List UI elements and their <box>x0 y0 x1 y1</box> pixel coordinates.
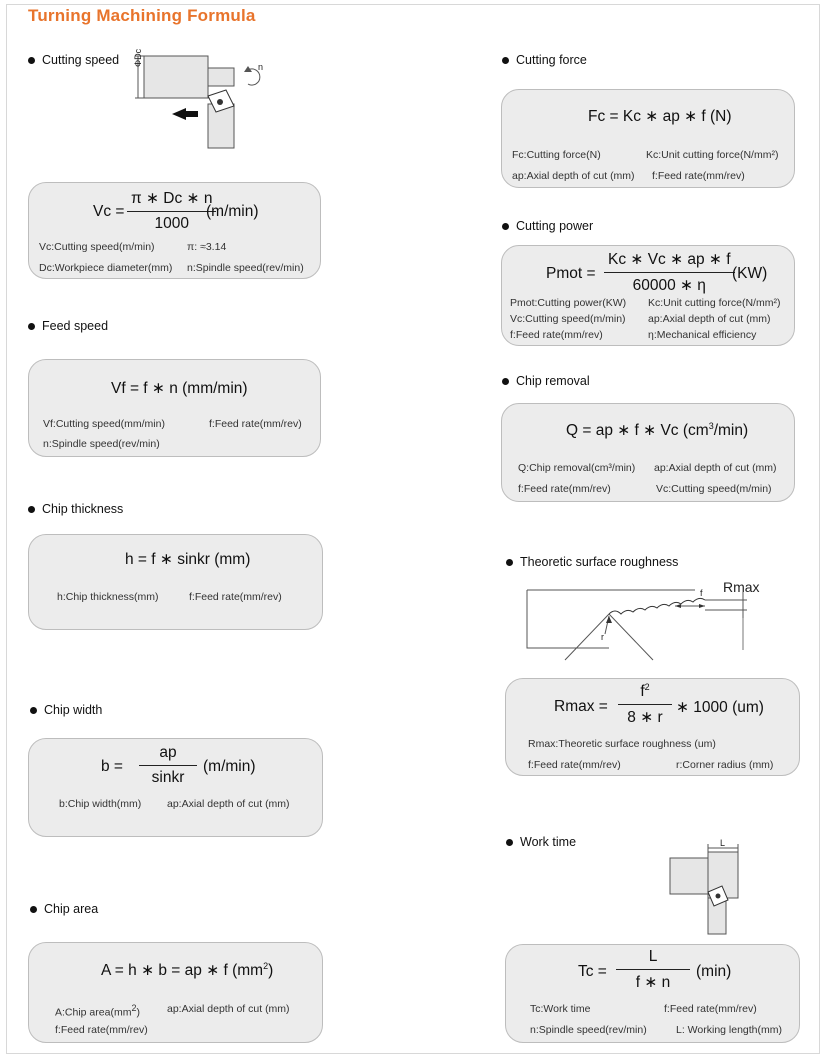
formula-fraction <box>127 189 216 233</box>
l-label: L <box>720 838 726 848</box>
formula: Fc = Kc ∗ ap ∗ f (N) <box>588 108 732 125</box>
note: ap:Axial depth of cut (mm) <box>648 313 771 325</box>
note: f:Feed rate(mm/rev) <box>652 170 745 182</box>
note: ap:Axial depth of cut (mm) <box>512 170 635 182</box>
note: ap:Axial depth of cut (mm) <box>167 798 290 810</box>
formula-fraction <box>139 744 197 787</box>
dc-label: ΦDc <box>133 48 143 67</box>
note: b:Chip width(mm) <box>59 798 142 810</box>
formula-lhs: Pmot = <box>546 265 596 282</box>
note: ap:Axial depth of cut (mm) <box>654 462 777 474</box>
note: η:Mechanical efficiency <box>648 329 757 341</box>
formula-unit: (m/min) <box>203 758 256 775</box>
card-chip-width <box>28 738 323 837</box>
note: Vf:Cutting speed(mm/min) <box>43 418 165 430</box>
formula-lhs: Tc = <box>578 963 607 980</box>
formula: Q = ap ∗ f ∗ Vc $(cm^3/\min)$ <box>566 421 749 440</box>
card-surface-roughness <box>505 678 800 776</box>
r-label: r <box>601 632 604 642</box>
formula-unit: (m/min) <box>206 203 259 220</box>
heading-surface-roughness: Theoretic surface roughness <box>506 555 678 569</box>
note: Fc:Cutting force(N) <box>512 149 601 161</box>
formula: h = f ∗ sinkr (mm) <box>125 551 251 568</box>
denominator: 1000 <box>154 215 189 232</box>
note: f:Feed rate(mm/rev) <box>528 759 621 771</box>
bullet-icon <box>502 378 509 385</box>
card-feed-speed <box>28 359 321 457</box>
note: Vc:Cutting speed(m/min) <box>39 241 155 253</box>
note: L: Working length(mm) <box>676 1024 783 1036</box>
note: Dc:Workpiece diameter(mm) <box>39 262 173 274</box>
note: π: ≈3.14 <box>187 241 227 253</box>
formula-fraction <box>616 948 690 992</box>
formula: A = h ∗ b = ap ∗ f $(mm^2)$ <box>101 961 274 980</box>
card-chip-removal <box>501 403 795 502</box>
note: Pmot:Cutting power(KW) <box>510 297 627 309</box>
note: Rmax:Theoretic surface roughness (um) <box>528 738 716 750</box>
note: f:Feed rate(mm/rev) <box>189 591 282 603</box>
note: n:Spindle speed(rev/min) <box>530 1024 647 1036</box>
bullet-icon <box>28 57 35 64</box>
bullet-icon <box>502 223 509 230</box>
card-chip-area <box>28 942 323 1043</box>
note: h:Chip thickness(mm) <box>57 591 159 603</box>
denominator: 8 ∗ r <box>627 709 663 727</box>
note: f:Feed rate(mm/rev) <box>518 483 611 495</box>
bullet-icon <box>28 323 35 330</box>
bullet-icon <box>502 57 509 64</box>
formula-lhs: b = <box>101 758 123 775</box>
note: r:Corner radius (mm) <box>676 759 774 771</box>
numerator: L <box>648 948 658 965</box>
note: Vc:Cutting speed(m/min) <box>656 483 772 495</box>
heading-work-time: Work time <box>506 835 576 849</box>
bullet-icon <box>30 707 37 714</box>
rmax-label: Rmax <box>723 579 760 595</box>
formula-unit: (KW) <box>732 265 768 282</box>
denominator: 60000 ∗ η <box>632 277 706 294</box>
note: n:Spindle speed(rev/min) <box>187 262 304 274</box>
note: f:Feed rate(mm/rev) <box>209 418 302 430</box>
f-label: f <box>700 588 703 598</box>
bullet-icon <box>506 559 513 566</box>
bullet-icon <box>506 839 513 846</box>
formula: Vf = f ∗ n (mm/min) <box>111 380 248 397</box>
heading-cutting-force: Cutting force <box>502 53 587 67</box>
heading-chip-width: Chip width <box>30 703 102 717</box>
note: Vc:Cutting speed(m/min) <box>510 313 626 325</box>
card-cutting-speed <box>28 182 321 279</box>
heading-cutting-speed: Cutting speed <box>28 53 119 67</box>
formula-lhs: Rmax = <box>554 698 608 715</box>
page-title: Turning Machining Formula <box>28 6 256 25</box>
note: A:Chip $area(mm^2)$ <box>55 1003 140 1019</box>
note: n:Spindle speed(rev/min) <box>43 438 160 450</box>
numerator: Kc ∗ Vc ∗ ap ∗ f <box>608 251 731 268</box>
note: Kc:Unit cutting force(N/mm²) <box>646 149 779 161</box>
note: Q:Chip removal(cm³/min) <box>518 462 636 474</box>
note: ap:Axial depth of cut (mm) <box>167 1003 290 1015</box>
numerator: $f^2$ <box>640 682 650 701</box>
numerator: π ∗ Dc ∗ n <box>131 190 213 207</box>
note: Tc:Work time <box>530 1003 591 1015</box>
heading-cutting-power: Cutting power <box>502 219 593 233</box>
note: Kc:Unit cutting force(N/mm²) <box>648 297 781 309</box>
formula-lhs: Vc = <box>93 203 125 220</box>
heading-chip-thickness: Chip thickness <box>28 502 123 516</box>
heading-feed-speed: Feed speed <box>28 319 108 333</box>
card-cutting-power <box>501 245 795 346</box>
note: f:Feed rate(mm/rev) <box>510 329 603 341</box>
heading-chip-area: Chip area <box>30 902 98 916</box>
formula-fraction <box>604 250 735 295</box>
note: f:Feed rate(mm/rev) <box>55 1024 148 1036</box>
numerator: ap <box>159 744 177 761</box>
bullet-icon <box>30 906 37 913</box>
card-work-time <box>505 944 800 1043</box>
formula-unit: ∗ 1000 (um) <box>676 699 764 716</box>
card-cutting-force <box>501 89 795 188</box>
formula-unit: (min) <box>696 963 732 980</box>
heading-chip-removal: Chip removal <box>502 374 590 388</box>
card-chip-thickness <box>28 534 323 630</box>
denominator: sinkr <box>151 769 185 786</box>
n-label: n <box>258 62 264 72</box>
work-time-diagram-icon <box>664 840 754 940</box>
note: f:Feed rate(mm/rev) <box>664 1003 757 1015</box>
denominator: f ∗ n <box>635 974 671 991</box>
formula-fraction <box>618 682 672 727</box>
bullet-icon <box>28 506 35 513</box>
